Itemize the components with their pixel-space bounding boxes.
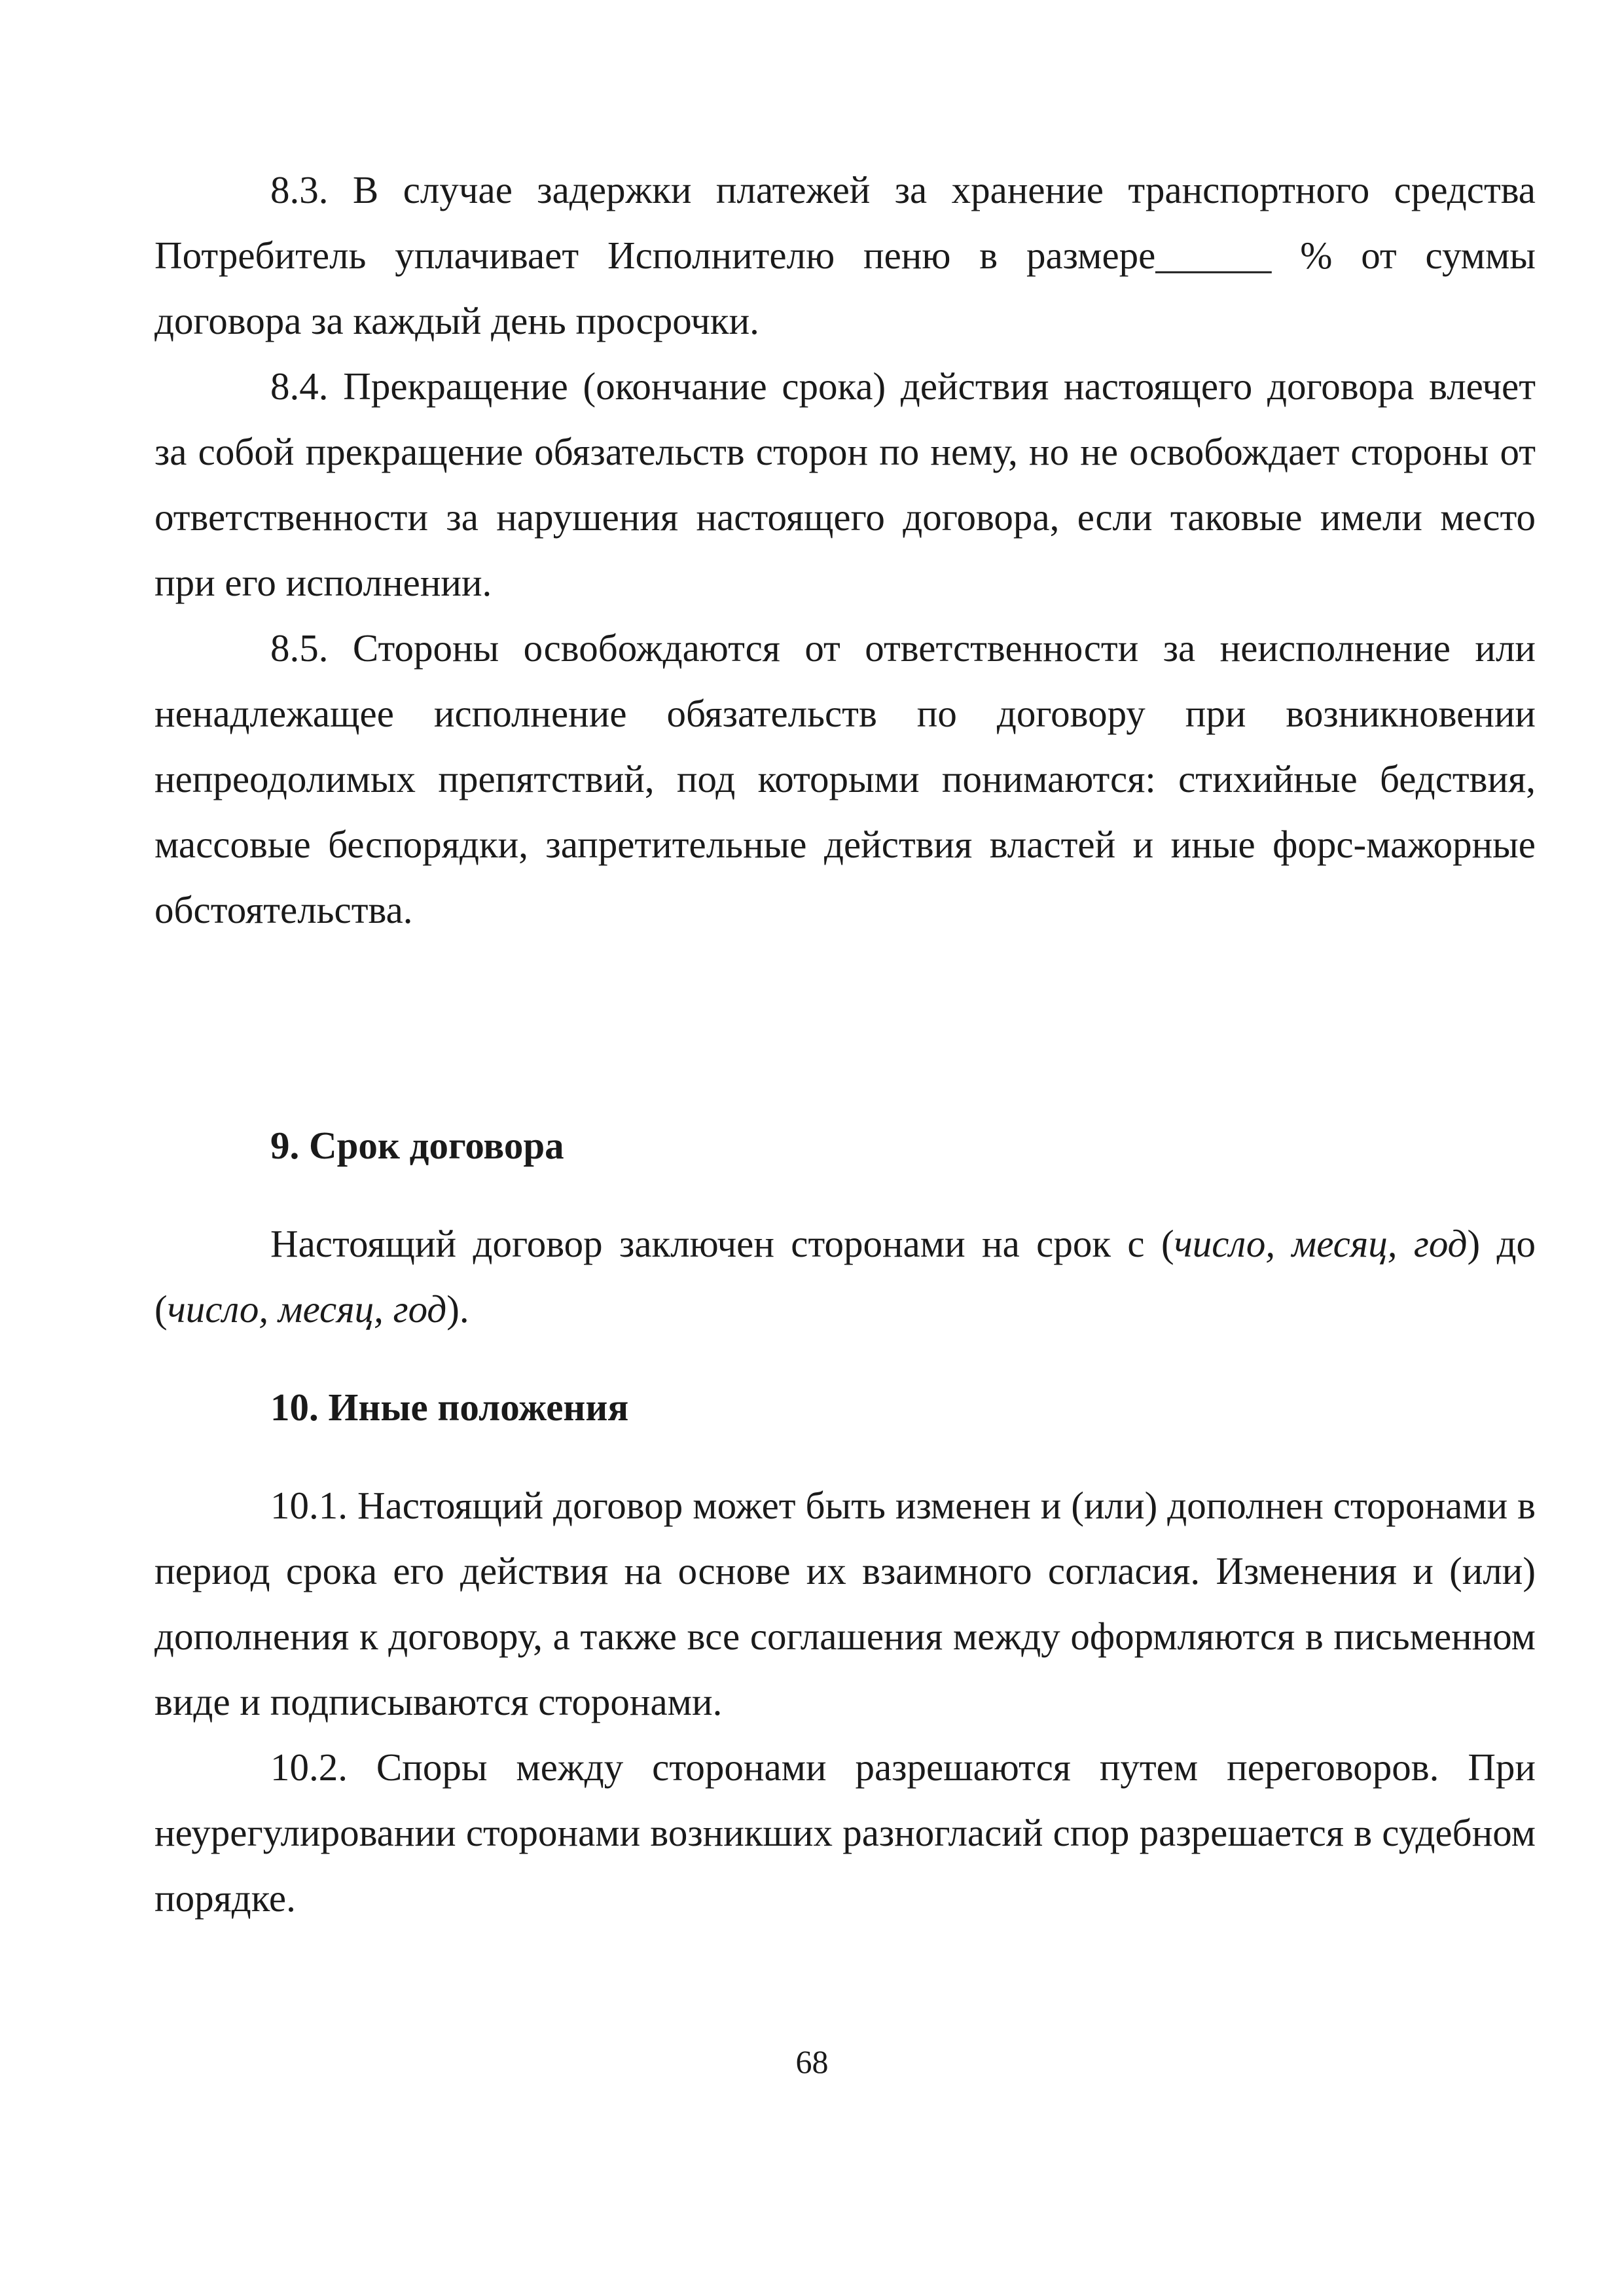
paragraph-10-2: 10.2. Споры между сторонами разрешаются путем переговоров. При неурегулировании сторонами возникших разногласий спор разрешается в судебном порядке. [154, 1746, 1536, 1920]
paragraph-8-4: 8.4. Прекращение (окончание срока) действия настоящего договора влечет за собой прекращение обязательств сторон по нему, но не освобождает стороны от ответственности за нарушения настоящего договора, если таковые имели место при его исполнении. [154, 365, 1536, 604]
term-text-middle: ) до ( [154, 1222, 1536, 1331]
page-number: 68 [795, 2043, 829, 2080]
paragraph-9-term [154, 1211, 1536, 1342]
paragraph-8-3: 8.3. В случае задержки платежей за хранение транспортного средства Потребитель уплачивает Исполнителю пеню в размере______ % от суммы договора за каждый день просрочки. [154, 168, 1536, 342]
paragraph-10-1: 10.1. Настоящий договор может быть изменен и (или) дополнен сторонами в период срока его действия на основе их взаимного согласия. Изменения и (или) дополнения к договору, а также все соглашения между оформляются в письменном виде и подписываются сторонами. [154, 1484, 1536, 1723]
term-text-before: Настоящий договор заключен сторонами на срок с ( [270, 1222, 1174, 1265]
term-placeholder-to: число, месяц, год [167, 1287, 447, 1331]
paragraph-8-5: 8.5. Стороны освобождаются от ответственности за неисполнение или ненадлежащее исполнение обязательств по договору при возникновении непреодолимых препятствий, под которыми понимаются: стихийные бедствия, массовые беспорядки, запретительные действия властей и иные форс-мажорные обстоятельства. [154, 626, 1536, 931]
section-9-heading: 9. Срок договора [270, 1124, 564, 1167]
term-placeholder-from: число, месяц, год [1174, 1222, 1468, 1265]
term-text-after: ). [446, 1287, 469, 1331]
section-10-heading: 10. Иные положения [270, 1386, 629, 1429]
